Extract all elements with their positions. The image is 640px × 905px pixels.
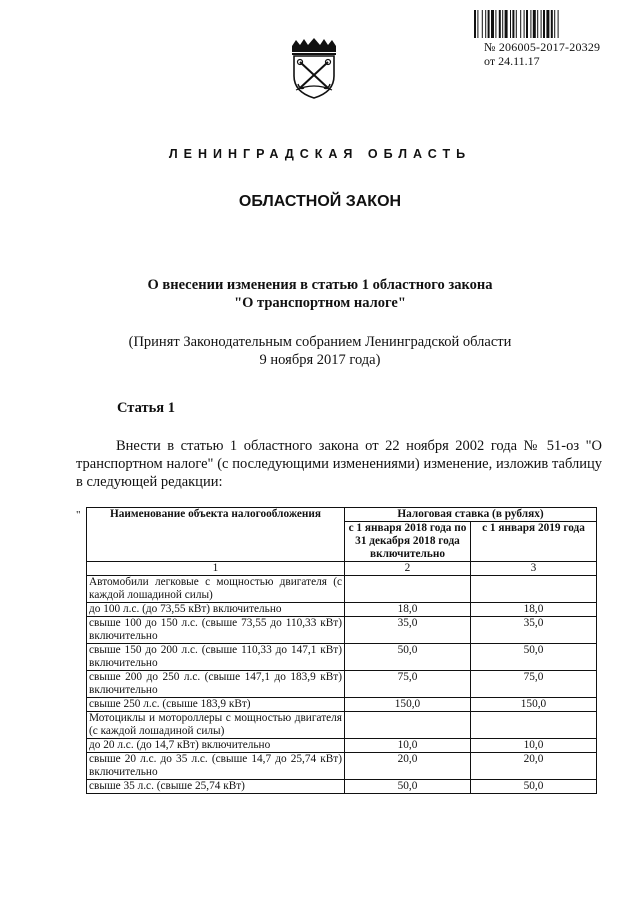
table-row <box>87 698 597 712</box>
law-type-heading: ОБЛАСТНОЙ ЗАКОН <box>238 193 402 210</box>
region-name: ЛЕНИНГРАДСКАЯ ОБЛАСТЬ <box>168 147 472 161</box>
object-name: до 100 л.с. (до 73,55 кВт) включительно <box>87 603 345 617</box>
table-open-quote: " <box>76 509 81 521</box>
column-header-2018: с 1 января 2018 года по 31 декабря 2018 года включительно <box>345 522 471 562</box>
object-name: свыше 250 л.с. (свыше 183,9 кВт) <box>87 698 345 712</box>
adoption-note-line2: 9 ноября 2017 года) <box>259 352 381 368</box>
column-number: 1 <box>87 562 345 576</box>
rate-2018 <box>345 576 471 603</box>
barcode-image <box>474 10 610 38</box>
rate-2018: 50,0 <box>345 780 471 794</box>
column-header-rate: Налоговая ставка (в рублях) <box>345 508 597 522</box>
tax-rate-table <box>86 507 597 794</box>
table-row <box>87 712 597 739</box>
object-name: свыше 100 до 150 л.с. (свыше 73,55 до 110,33 кВт) включительно <box>87 617 345 644</box>
rate-2019: 10,0 <box>471 739 597 753</box>
law-title-line2: "О транспортном налоге" <box>234 295 406 311</box>
rate-2018: 50,0 <box>345 644 471 671</box>
table-row <box>87 780 597 794</box>
table-row <box>87 753 597 780</box>
rate-2019: 18,0 <box>471 603 597 617</box>
rate-2018: 150,0 <box>345 698 471 712</box>
rate-2018: 20,0 <box>345 753 471 780</box>
column-header-object: Наименование объекта налогообложения <box>87 508 345 562</box>
table-row <box>87 617 597 644</box>
rate-2019: 35,0 <box>471 617 597 644</box>
rate-2018: 10,0 <box>345 739 471 753</box>
rate-2018: 75,0 <box>345 671 471 698</box>
rate-2019: 50,0 <box>471 644 597 671</box>
column-number: 3 <box>471 562 597 576</box>
table-row <box>87 739 597 753</box>
rate-2019: 75,0 <box>471 671 597 698</box>
table-header-row <box>87 508 597 522</box>
object-name: Мотоциклы и мотороллеры с мощностью двигателя (с каждой лошадиной силы) <box>87 712 345 739</box>
object-name: Автомобили легковые с мощностью двигателя (с каждой лошадиной силы) <box>87 576 345 603</box>
object-name: свыше 35 л.с. (свыше 25,74 кВт) <box>87 780 345 794</box>
rate-2018 <box>345 712 471 739</box>
object-name: до 20 л.с. (до 14,7 кВт) включительно <box>87 739 345 753</box>
table-row <box>87 576 597 603</box>
rate-2019: 20,0 <box>471 753 597 780</box>
table-row <box>87 671 597 698</box>
rate-2019 <box>471 712 597 739</box>
column-header-2019: с 1 января 2019 года <box>471 522 597 562</box>
rate-2018: 18,0 <box>345 603 471 617</box>
table-row <box>87 603 597 617</box>
object-name: свыше 150 до 200 л.с. (свыше 110,33 до 147,1 кВт) включительно <box>87 644 345 671</box>
adoption-note <box>0 333 640 369</box>
article-heading: Статья 1 <box>117 400 175 416</box>
rate-2019: 50,0 <box>471 780 597 794</box>
registration-date: от 24.11.17 <box>484 54 540 68</box>
rate-2019: 150,0 <box>471 698 597 712</box>
column-number: 2 <box>345 562 471 576</box>
rate-2019 <box>471 576 597 603</box>
coat-of-arms-icon <box>288 38 340 100</box>
law-title <box>0 276 640 312</box>
object-name: свыше 200 до 250 л.с. (свыше 147,1 до 183,9 кВт) включительно <box>87 671 345 698</box>
law-title-line1: О внесении изменения в статью 1 областного закона <box>147 277 493 293</box>
article-text: Внести в статью 1 областного закона от 22 ноября 2002 года № 51-оз "О транспортном налоге" (с последующими изменениями) изменение, изложив таблицу в следующей редакции: <box>76 438 602 490</box>
registration-number: № 206005-2017-20329 <box>484 40 601 54</box>
rate-2018: 35,0 <box>345 617 471 644</box>
object-name: свыше 20 л.с. до 35 л.с. (свыше 14,7 до 25,74 кВт) включительно <box>87 753 345 780</box>
column-number-row <box>87 562 597 576</box>
table-row <box>87 644 597 671</box>
adoption-note-line1: (Принят Законодательным собранием Ленинградской области <box>128 334 512 350</box>
